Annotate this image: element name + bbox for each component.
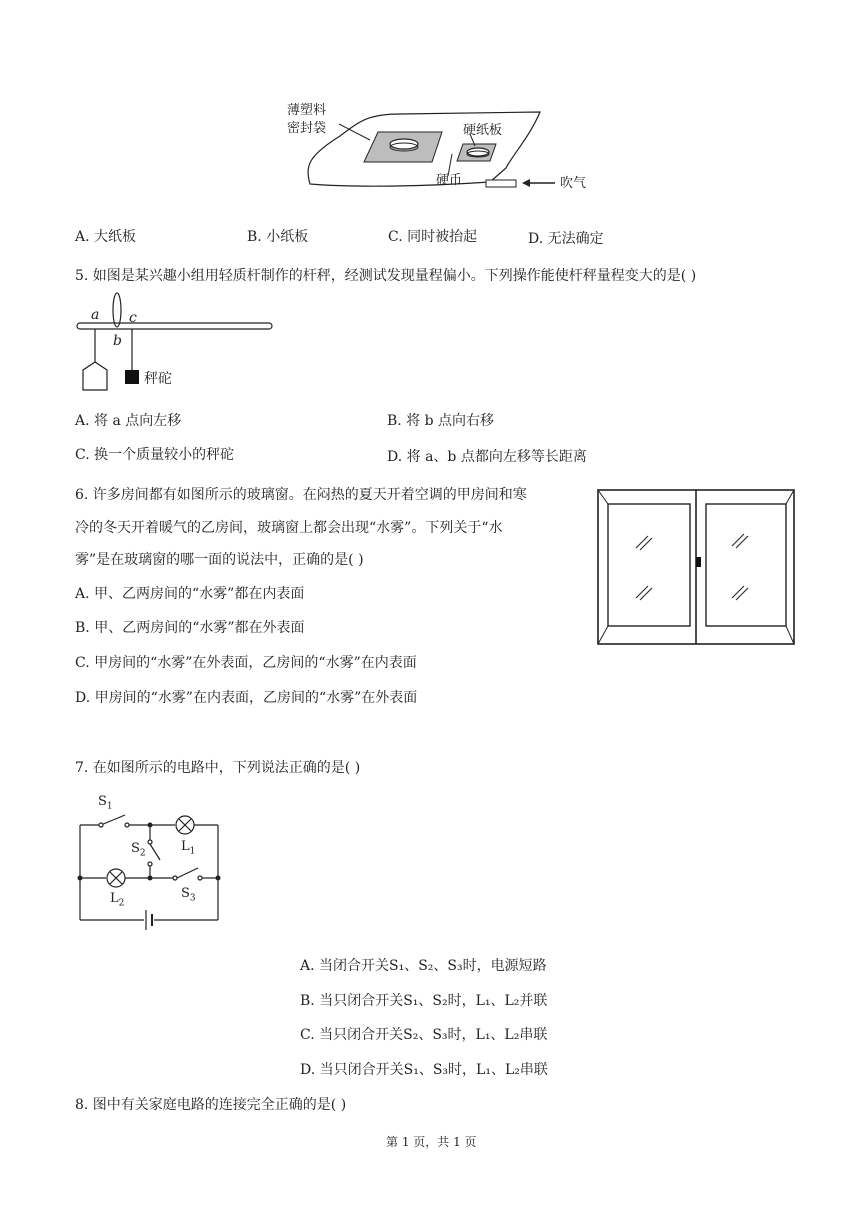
window-latch bbox=[696, 557, 701, 567]
q5-option-a: A. 将 a 点向左移 bbox=[75, 413, 182, 429]
q5-point-c: c bbox=[129, 310, 137, 326]
q4-option-b: B. 小纸板 bbox=[247, 229, 309, 245]
q6-option-c: C. 甲房间的“水雾”在外表面，乙房间的“水雾”在内表面 bbox=[75, 655, 417, 671]
q4-option-c: C. 同时被抬起 bbox=[388, 229, 478, 245]
q6-window-figure bbox=[596, 488, 796, 648]
q4-option-a: A. 大纸板 bbox=[75, 229, 137, 245]
q6-stem-line-3: 雾”是在玻璃窗的哪一面的说法中，正确的是( ) bbox=[75, 552, 364, 568]
blow-label: 吹气 bbox=[560, 176, 587, 191]
q7-label-l1: $L_1$ bbox=[181, 839, 196, 857]
blow-tube bbox=[486, 180, 516, 187]
q7-option-c: C. 当只闭合开关S₂、S₃时，L₁、L₂串联 bbox=[300, 1027, 548, 1043]
q5-option-b: B. 将 b 点向右移 bbox=[387, 413, 495, 429]
q7-label-l2: $L_2$ bbox=[110, 891, 125, 909]
q5-option-d: D. 将 a、b 点都向左移等长距离 bbox=[387, 449, 587, 465]
card-label: 硬纸板 bbox=[463, 123, 503, 138]
q5-point-a: a bbox=[91, 307, 100, 323]
scale-pan bbox=[83, 362, 107, 390]
coin-label: 硬币 bbox=[436, 173, 463, 188]
q7-stem: 7. 在如图所示的电路中，下列说法正确的是( ) bbox=[75, 760, 361, 776]
q7-option-d: D. 当只闭合开关S₁、S₃时，L₁、L₂串联 bbox=[300, 1062, 548, 1078]
q6-stem-line-1: 6. 许多房间都有如图所示的玻璃窗。在闷热的夏天开着空调的甲房间和寒 bbox=[75, 487, 527, 503]
q5-point-b: b bbox=[113, 333, 122, 349]
switch-s2 bbox=[150, 844, 160, 860]
q6-option-b: B. 甲、乙两房间的“水雾”都在外表面 bbox=[75, 620, 305, 636]
bag-label-1: 薄塑料 bbox=[287, 103, 327, 118]
page-footer: 第 1 页，共 1 页 bbox=[386, 1135, 477, 1149]
q7-label-s3: $S_3$ bbox=[181, 886, 196, 904]
q6-stem-line-2: 冷的冬天开着暖气的乙房间，玻璃窗上都会出现“水雾”。下列关于“水 bbox=[75, 520, 503, 536]
q6-option-a: A. 甲、乙两房间的“水雾”都在内表面 bbox=[75, 586, 305, 602]
q4-option-d: D. 无法确定 bbox=[528, 231, 604, 247]
weight-block bbox=[125, 370, 139, 384]
q7-option-a: A. 当闭合开关S₁、S₂、S₃时，电源短路 bbox=[300, 958, 547, 974]
q6-option-d: D. 甲房间的“水雾”在内表面，乙房间的“水雾”在外表面 bbox=[75, 690, 418, 706]
hanging-ring bbox=[113, 293, 121, 327]
bag-label-2: 密封袋 bbox=[287, 121, 327, 136]
switch-s3 bbox=[177, 868, 198, 878]
q5-steelyard-figure bbox=[75, 290, 285, 400]
q7-label-s1: $S_1$ bbox=[98, 794, 113, 812]
q8-stem: 8. 图中有关家庭电路的连接完全正确的是( ) bbox=[75, 1097, 347, 1113]
q7-label-s2: $S_2$ bbox=[131, 841, 146, 859]
q5-stem: 5. 如图是某兴趣小组用轻质杆制作的杆秤，经测试发现量程偏小。下列操作能使杆秤量程变大的是( ) bbox=[75, 268, 697, 284]
q7-option-b: B. 当只闭合开关S₁、S₂时，L₁、L₂并联 bbox=[300, 993, 548, 1009]
q5-weight-label: 秤砣 bbox=[144, 371, 172, 387]
switch-s1 bbox=[101, 815, 125, 825]
q5-option-c: C. 换一个质量较小的秤砣 bbox=[75, 447, 235, 463]
lever-bar bbox=[77, 323, 272, 329]
q7-circuit-figure bbox=[70, 790, 230, 940]
